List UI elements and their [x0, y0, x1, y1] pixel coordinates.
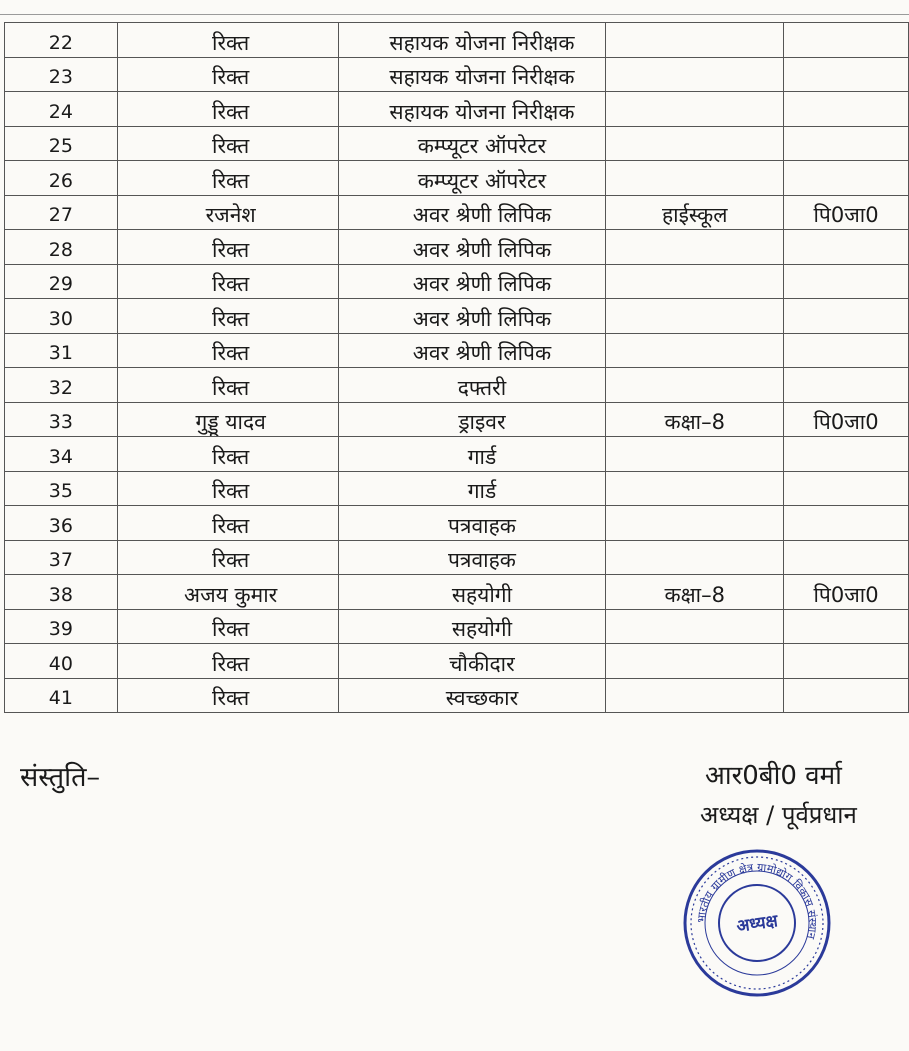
cell-post: सहायक योजना निरीक्षक [338, 23, 606, 58]
table-row [5, 23, 909, 58]
cell-qualification [606, 57, 784, 92]
cell-remark [784, 437, 909, 472]
official-seal-stamp [682, 848, 832, 998]
seal-center-text: अध्यक्ष [735, 911, 780, 937]
cell-remark [784, 23, 909, 58]
cell-sno: 22 [5, 23, 118, 58]
cell-post: ड्राइवर [338, 402, 606, 437]
cell-name: रिक्त [117, 264, 338, 299]
cell-sno: 29 [5, 264, 118, 299]
cell-name: रिक्त [117, 230, 338, 265]
cell-sno: 27 [5, 195, 118, 230]
table-row [5, 161, 909, 196]
cell-sno: 34 [5, 437, 118, 472]
cell-name: गुड्डू यादव [117, 402, 338, 437]
cell-post: पत्रवाहक [338, 506, 606, 541]
cell-post: गार्ड [338, 437, 606, 472]
cell-sno: 31 [5, 333, 118, 368]
cell-qualification [606, 471, 784, 506]
cell-sno: 23 [5, 57, 118, 92]
cell-sno: 35 [5, 471, 118, 506]
cell-name: रिक्त [117, 126, 338, 161]
cell-remark [784, 92, 909, 127]
cell-name: अजय कुमार [117, 575, 338, 610]
cell-qualification [606, 678, 784, 713]
table-row [5, 299, 909, 334]
cell-qualification [606, 161, 784, 196]
cell-qualification [606, 264, 784, 299]
cell-remark [784, 264, 909, 299]
cell-name: रिक्त [117, 299, 338, 334]
table-row [5, 506, 909, 541]
seal-ring-text: भारतीय ग्रामीण क्षेत्र ग्रामोद्योग विकास संस्थान [694, 860, 820, 941]
cell-name: रिक्त [117, 609, 338, 644]
table-row [5, 57, 909, 92]
recommendation-label: संस्तुति– [20, 762, 101, 793]
cell-qualification [606, 644, 784, 679]
cell-post: अवर श्रेणी लिपिक [338, 230, 606, 265]
cell-name: रिक्त [117, 92, 338, 127]
cell-qualification [606, 506, 784, 541]
cell-qualification: हाईस्कूल [606, 195, 784, 230]
cell-remark [784, 644, 909, 679]
table-row [5, 540, 909, 575]
cell-sno: 30 [5, 299, 118, 334]
cell-name: रिक्त [117, 333, 338, 368]
cell-qualification [606, 609, 784, 644]
cell-qualification [606, 126, 784, 161]
cell-sno: 36 [5, 506, 118, 541]
cell-sno: 24 [5, 92, 118, 127]
cell-remark [784, 230, 909, 265]
table-row [5, 230, 909, 265]
cell-sno: 32 [5, 368, 118, 403]
signatory-name: आर0बी0 वर्मा [705, 761, 842, 791]
cell-remark: पि0जा0 [784, 195, 909, 230]
signatory-title: अध्यक्ष / पूर्वप्रधान [700, 801, 857, 829]
cell-remark [784, 57, 909, 92]
cell-post: कम्प्यूटर ऑपरेटर [338, 161, 606, 196]
cell-qualification [606, 333, 784, 368]
table-row [5, 575, 909, 610]
cell-qualification [606, 437, 784, 472]
cell-sno: 28 [5, 230, 118, 265]
cell-name: रिक्त [117, 437, 338, 472]
cell-remark [784, 299, 909, 334]
cell-sno: 39 [5, 609, 118, 644]
cell-post: सहयोगी [338, 575, 606, 610]
cell-post: स्वच्छकार [338, 678, 606, 713]
cell-post: अवर श्रेणी लिपिक [338, 333, 606, 368]
cell-qualification [606, 540, 784, 575]
cell-remark [784, 506, 909, 541]
cell-name: रिक्त [117, 23, 338, 58]
cell-post: गार्ड [338, 471, 606, 506]
cell-sno: 41 [5, 678, 118, 713]
cell-name: रिक्त [117, 540, 338, 575]
cell-name: रिक्त [117, 161, 338, 196]
cell-post: सहयोगी [338, 609, 606, 644]
cell-post: अवर श्रेणी लिपिक [338, 195, 606, 230]
cell-remark [784, 609, 909, 644]
top-rule [0, 14, 909, 15]
staff-table-body [5, 23, 909, 713]
cell-name: रिक्त [117, 644, 338, 679]
cell-qualification [606, 299, 784, 334]
cell-name: रिक्त [117, 678, 338, 713]
cell-name: रिक्त [117, 57, 338, 92]
cell-name: रिक्त [117, 368, 338, 403]
table-row [5, 437, 909, 472]
cell-sno: 38 [5, 575, 118, 610]
table-row [5, 92, 909, 127]
table-row [5, 368, 909, 403]
table-row [5, 264, 909, 299]
cell-sno: 25 [5, 126, 118, 161]
table-row [5, 126, 909, 161]
cell-name: रिक्त [117, 506, 338, 541]
cell-remark [784, 540, 909, 575]
cell-remark [784, 126, 909, 161]
cell-remark: पि0जा0 [784, 575, 909, 610]
cell-sno: 40 [5, 644, 118, 679]
cell-post: सहायक योजना निरीक्षक [338, 92, 606, 127]
cell-sno: 26 [5, 161, 118, 196]
table-row [5, 609, 909, 644]
table-row [5, 471, 909, 506]
cell-post: पत्रवाहक [338, 540, 606, 575]
cell-sno: 37 [5, 540, 118, 575]
cell-sno: 33 [5, 402, 118, 437]
cell-remark: पि0जा0 [784, 402, 909, 437]
cell-qualification [606, 92, 784, 127]
cell-remark [784, 471, 909, 506]
cell-remark [784, 678, 909, 713]
table-row [5, 333, 909, 368]
cell-remark [784, 161, 909, 196]
cell-post: अवर श्रेणी लिपिक [338, 299, 606, 334]
table-row [5, 195, 909, 230]
cell-post: दफ्तरी [338, 368, 606, 403]
cell-qualification: कक्षा–8 [606, 402, 784, 437]
table-row [5, 402, 909, 437]
cell-post: चौकीदार [338, 644, 606, 679]
table-row [5, 678, 909, 713]
cell-remark [784, 333, 909, 368]
staff-table [4, 22, 909, 713]
cell-qualification [606, 23, 784, 58]
cell-post: कम्प्यूटर ऑपरेटर [338, 126, 606, 161]
cell-post: अवर श्रेणी लिपिक [338, 264, 606, 299]
table-row [5, 644, 909, 679]
cell-remark [784, 368, 909, 403]
cell-qualification: कक्षा–8 [606, 575, 784, 610]
cell-qualification [606, 368, 784, 403]
cell-name: रिक्त [117, 471, 338, 506]
cell-post: सहायक योजना निरीक्षक [338, 57, 606, 92]
cell-qualification [606, 230, 784, 265]
cell-name: रजनेश [117, 195, 338, 230]
